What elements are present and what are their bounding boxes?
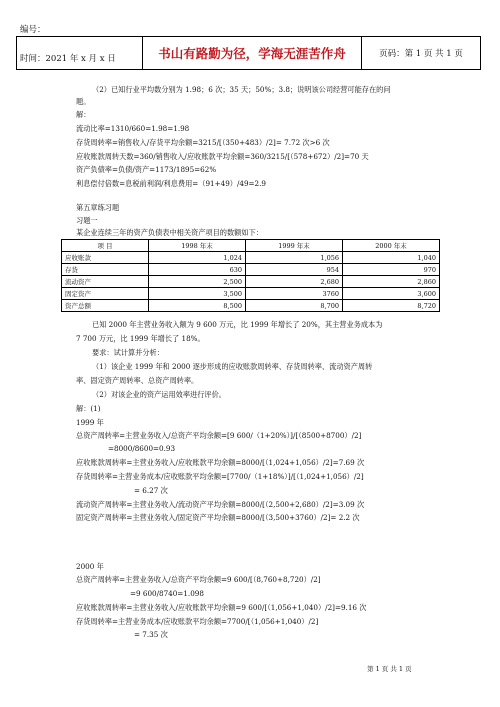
paragraph-line: 要求：试计算并分析： (92, 348, 164, 357)
paragraph-line: （2）对该企业的资产运用效率进行评价。 (92, 390, 226, 399)
table-cell: 1,024 (149, 252, 246, 264)
header-page-number: 页码：第 1 页 共 1 页 (379, 49, 463, 59)
formula-line: 流动比率=1310/660=1.98=1.98 (76, 124, 190, 133)
table-row (62, 276, 440, 288)
formula-line: 应收账款周转率=主营业务收入/应收账款平均余额=8000/[（1,024+1,056）/2]=7.69 次 (76, 458, 365, 467)
paragraph-line: （1）该企业 1999 年和 2000 逐步形成的应收账款周转率、存货周转率、流动资产周转 (92, 362, 373, 371)
page-footer: 第 1 页 共 1 页 (367, 665, 412, 673)
table-cell: 3760 (246, 288, 343, 300)
paragraph-line: （2）已知行业平均数分别为 1.98；6 次；35 天；50%；3.8；说明该公司经营可能存在的问 (92, 85, 391, 94)
exercise-heading: 习题一 (76, 216, 98, 225)
formula-line: 总资产周转率=主营业务收入/总资产平均余额=9 600/[（8,760+8,720）/2] (76, 575, 321, 584)
table-cell: 630 (149, 264, 246, 276)
table-row (62, 300, 440, 312)
table-header-cell: 1998 年末 (149, 240, 246, 252)
formula-line: =9 600/8740=1.098 (130, 589, 204, 598)
table-row (62, 252, 440, 264)
table-header-row (62, 240, 440, 252)
table-cell: 2,860 (343, 276, 440, 288)
asset-table (61, 239, 440, 312)
doc-number-label: 编号： (20, 25, 46, 35)
table-cell: 8,500 (149, 300, 246, 312)
paragraph-line: 解： (76, 110, 91, 119)
formula-line: = 6.27 次 (134, 486, 168, 495)
paragraph-line: 某企业连续三年的资产负债表中相关资产项目的数额如下： (76, 228, 263, 237)
formula-line: 资产负债率=负债/资产=1173/1895=62% (76, 165, 217, 174)
table-cell: 资产总额 (62, 300, 149, 312)
table-cell: 970 (343, 264, 440, 276)
formula-line: 固定资产周转率=主营业务收入/固定资产平均余额=8000/[（3,500+3760）/2]= 2.2 次 (76, 513, 360, 522)
table-cell: 流动资产 (62, 276, 149, 288)
formula-line: 流动资产周转率=主营业务收入/流动资产平均余额=8000/[（2,500+2,680）/2]=3.09 次 (76, 500, 365, 509)
formula-line: 应收账款周转率=主营业务收入/应收账款平均余额=9 600/[（1,056+1,040）/2]=9.16 次 (76, 603, 367, 612)
header-motto: 书山有路勤为径，学海无涯苦作舟 (143, 37, 362, 69)
paragraph-line: 题。 (76, 97, 91, 106)
paragraph-line: 7 700 万元，比 1999 年增长了 18%。 (76, 334, 205, 343)
table-row (62, 288, 440, 300)
table-cell: 固定资产 (62, 288, 149, 300)
formula-line: 存货周转率=销售收入/存货平均余额=3215/[（350+483）/2]= 7.72 次>6 次 (76, 138, 330, 147)
table-cell: 存货 (62, 264, 149, 276)
table-cell: 1,056 (246, 252, 343, 264)
paragraph-line: 解：(1) (76, 404, 101, 413)
table-cell: 2,500 (149, 276, 246, 288)
table-header-cell: 2000 年末 (343, 240, 440, 252)
formula-line: 存货周转率=主营业务成本/应收账款平均余额=[7700/（1+18%）]/[（1,024+1,056）/2] (76, 472, 364, 481)
paragraph-line: 已知 2000 年主营业务收入额为 9 600 万元，比 1999 年增长了 20%，其主营业务成本为 (92, 320, 383, 329)
formula-line: 总资产周转率=主营业务收入/总资产平均余额=[9 600/（1+20%）]/[（8500+8700）/2] (76, 431, 362, 440)
table-header-cell: 1999 年末 (246, 240, 343, 252)
table-cell: 954 (246, 264, 343, 276)
formula-line: 应收账款周转天数=360/销售收入/应收账款平均余额=360/3215/[（578+672）/2]=70 天 (76, 152, 369, 161)
formula-line: 利息偿付倍数=息税前利润/利息费用=（91+49）/49=2.9 (76, 179, 266, 188)
formula-line: =8000/8600=0.93 (108, 444, 176, 453)
table-cell: 2,680 (246, 276, 343, 288)
header-left-cell (17, 25, 143, 69)
table-header-cell: 项 目 (62, 240, 149, 252)
table-cell: 8,720 (343, 300, 440, 312)
formula-line: = 7.35 次 (134, 630, 168, 639)
table-cell: 8,700 (246, 300, 343, 312)
page-header (16, 25, 481, 70)
paragraph-line: 率、固定资产周转率、总资产周转率。 (76, 376, 199, 385)
table-row (62, 264, 440, 276)
table-cell: 1,040 (343, 252, 440, 264)
table-cell: 应收账款 (62, 252, 149, 264)
year-label: 2000 年 (76, 562, 104, 571)
chapter-heading: 第五章练习题 (76, 203, 120, 212)
table-cell: 3,500 (149, 288, 246, 300)
year-label: 1999 年 (76, 418, 104, 427)
formula-line: 存货周转率=主营业务成本/应收账款平均余额=7700/[（1,056+1,040）/2] (76, 617, 319, 626)
header-time: 时间：2021 年 x 月 x 日 (20, 54, 116, 64)
table-cell: 3,600 (343, 288, 440, 300)
